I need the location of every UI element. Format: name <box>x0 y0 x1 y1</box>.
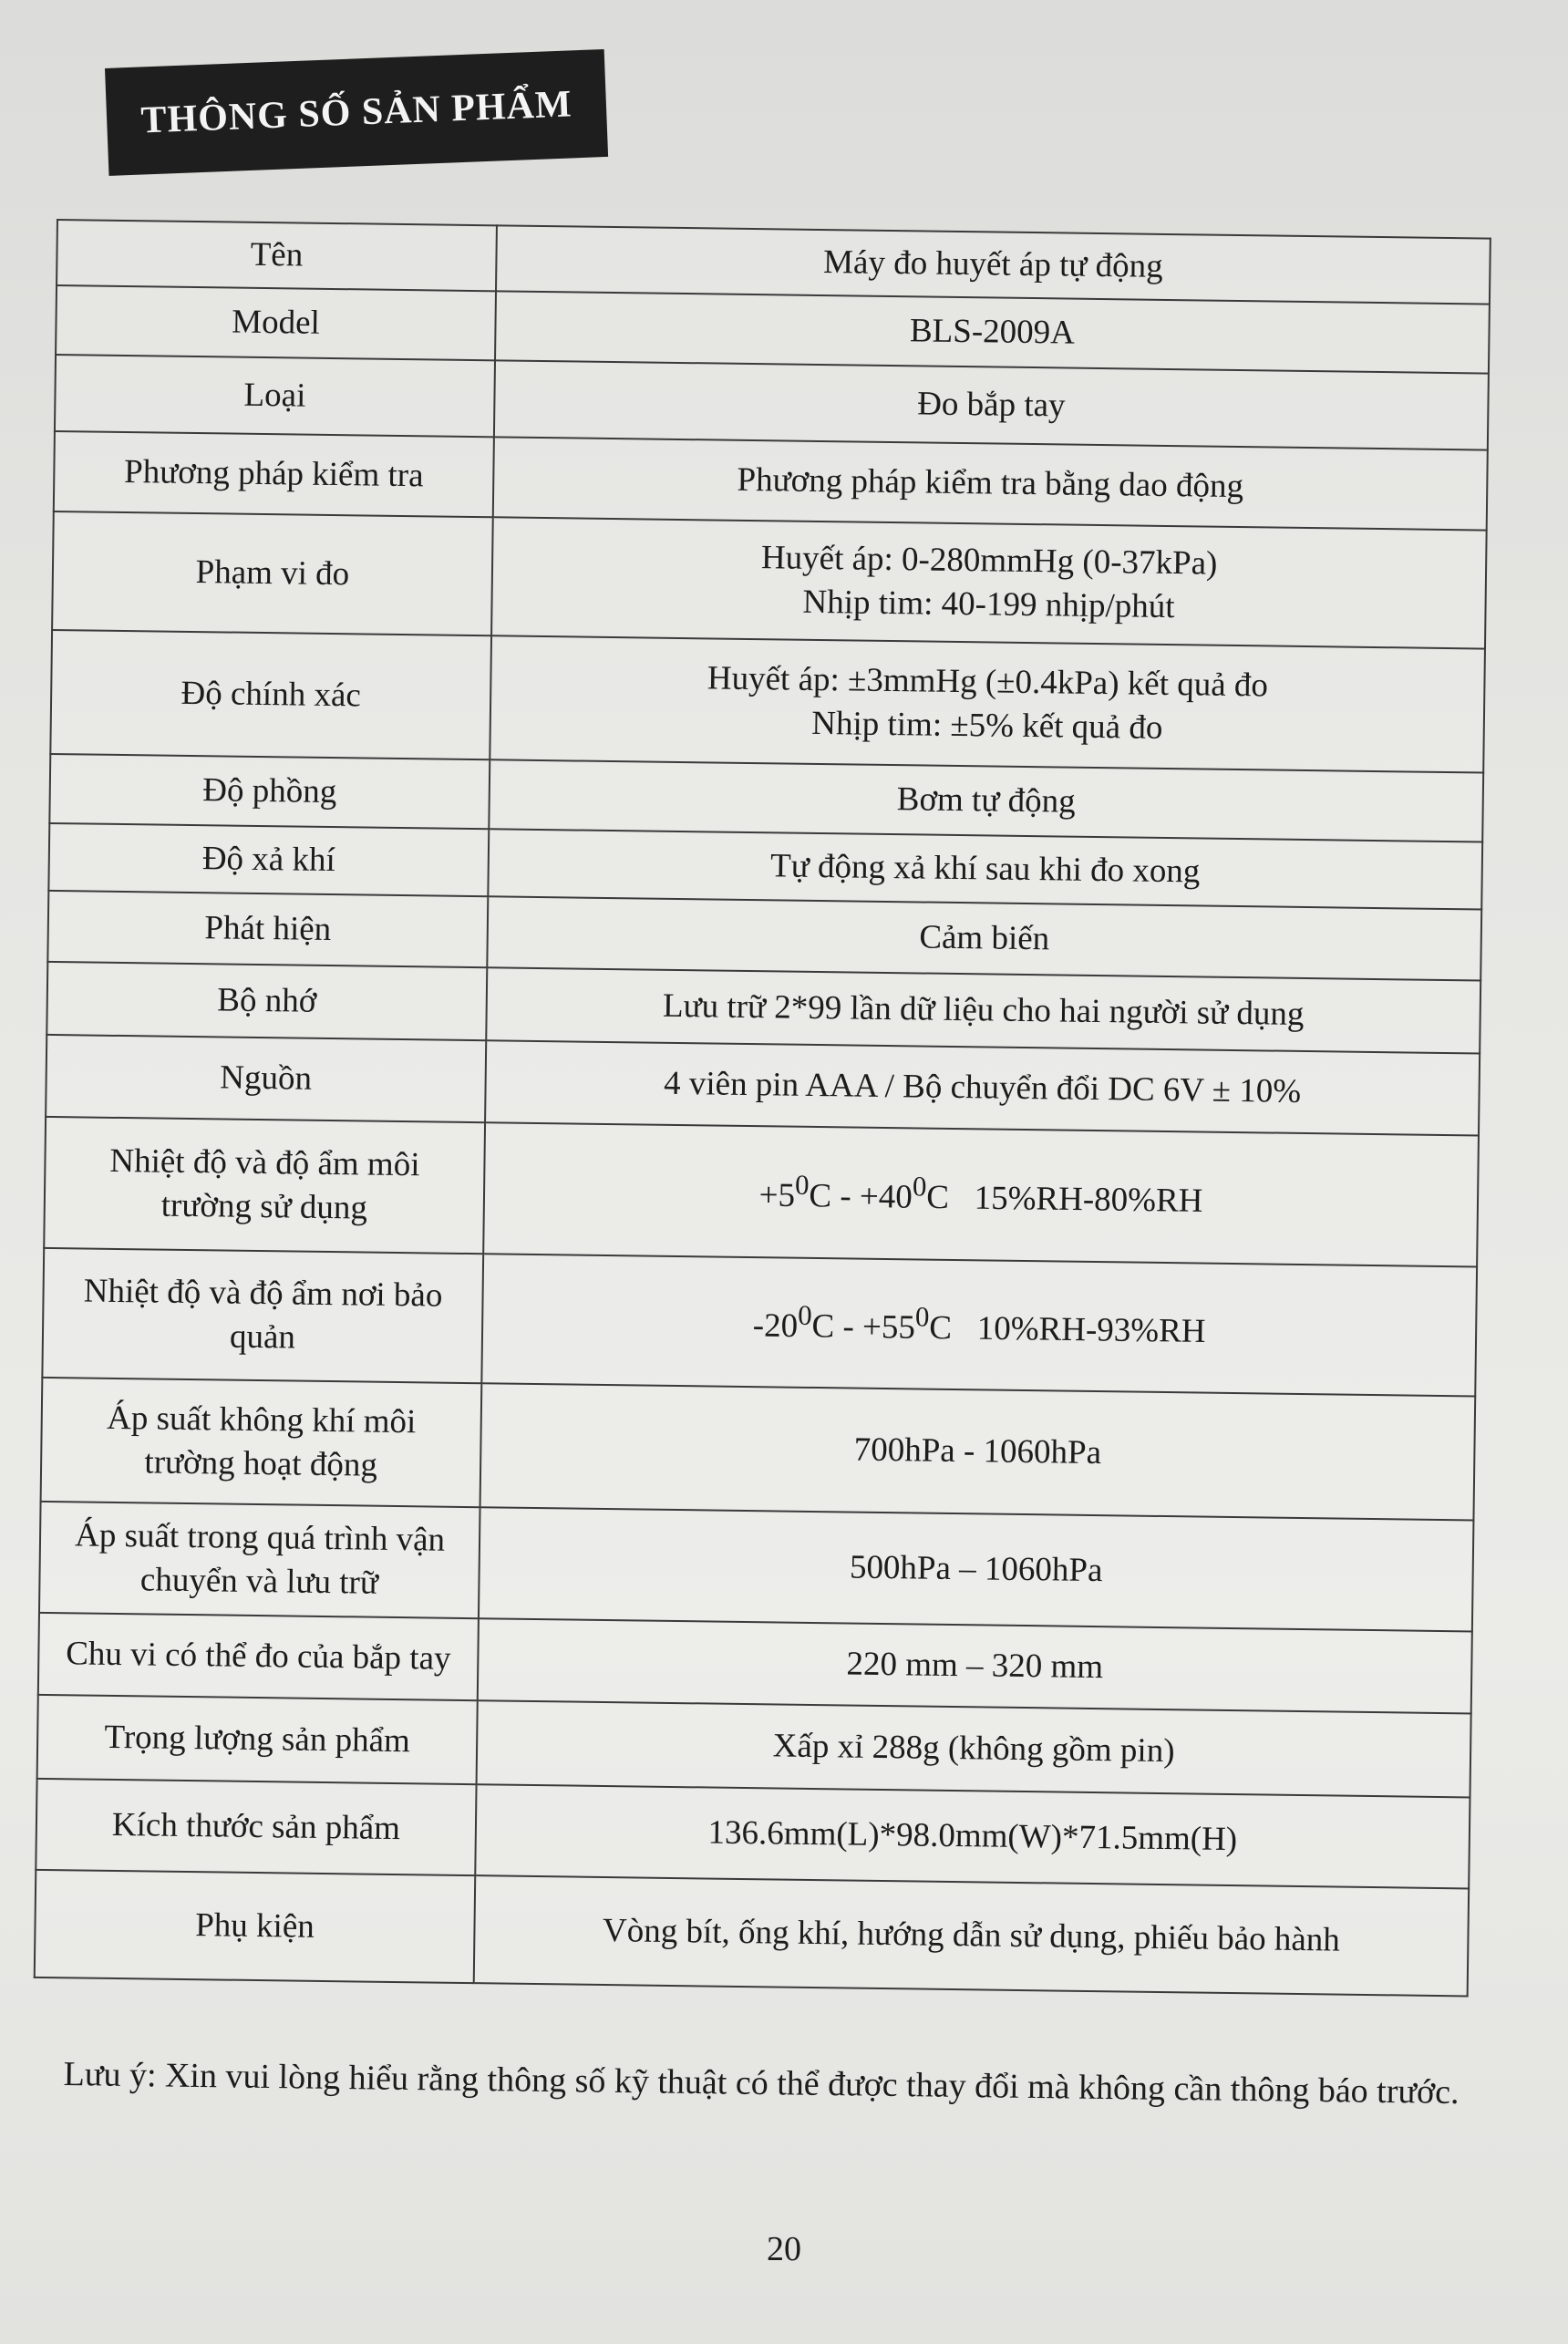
row-label <box>41 1378 482 1507</box>
row-label: Độ xả khí <box>48 823 489 896</box>
label-line: Áp suất trong quá trình vận <box>74 1516 446 1559</box>
table-row <box>35 1870 1469 1997</box>
note-text: Lưu ý: Xin vui lòng hiểu rằng thông số kỹ thuật có thể được thay đổi mà không cần thông báo trước. <box>63 2054 1460 2112</box>
value-line: Nhịp tim: ±5% kết quả đo <box>810 704 1163 747</box>
row-value <box>491 517 1487 648</box>
table-row <box>42 1248 1477 1397</box>
row-value: $-20^0C - +55^0C$ 10%RH-93%RH <box>481 1254 1477 1396</box>
section-header <box>105 49 608 176</box>
page-number: 20 <box>767 2230 801 2268</box>
row-value: Máy đo huyết áp tự động <box>496 225 1491 304</box>
row-label <box>44 1117 485 1254</box>
row-label: Độ chính xác <box>50 630 491 759</box>
row-value: 220 mm – 320 mm <box>478 1618 1472 1713</box>
row-label: Loại <box>55 355 495 437</box>
row-value: BLS-2009A <box>495 291 1490 373</box>
value-line: Huyết áp: 0-280mmHg (0-37kPa) <box>760 539 1218 583</box>
row-value: Cảm biến <box>487 896 1481 980</box>
row-value: 4 viên pin AAA / Bộ chuyển đổi DC 6V ± 10% <box>485 1040 1480 1135</box>
spec-table <box>34 219 1491 1997</box>
row-label: Chu vi có thể đo của bắp tay <box>38 1613 479 1700</box>
row-label: Model <box>56 285 496 360</box>
label-line: trường sử dụng <box>160 1186 368 1227</box>
row-value: $+5^0C - +40^0C$ 15%RH-80%RH <box>483 1122 1479 1266</box>
label-line: quản <box>229 1317 296 1357</box>
row-label <box>39 1502 480 1618</box>
table-row <box>50 630 1485 773</box>
row-value: 700hPa - 1060hPa <box>480 1383 1476 1520</box>
row-label: Trọng lượng sản phẩm <box>37 1695 478 1784</box>
row-value: Tự động xả khí sau khi đo xong <box>488 829 1482 909</box>
table-row <box>39 1502 1473 1632</box>
row-value: 500hPa – 1060hPa <box>479 1507 1474 1631</box>
row-label: Nguồn <box>46 1035 486 1122</box>
label-line: Nhiệt độ và độ ẩm môi <box>109 1141 420 1184</box>
table-row <box>44 1117 1479 1267</box>
label-line: Áp suất không khí môi <box>106 1399 417 1441</box>
row-label: Phụ kiện <box>35 1870 476 1983</box>
value-line: Huyết áp: ±3mmHg (±0.4kPa) kết quả đo <box>707 659 1269 705</box>
row-value: Bơm tự động <box>489 759 1483 842</box>
row-label: Kích thước sản phẩm <box>36 1779 476 1875</box>
row-value: Phương pháp kiểm tra bằng dao động <box>493 437 1488 530</box>
table-row <box>41 1378 1476 1521</box>
table-row <box>52 511 1487 649</box>
row-value: Xấp xỉ 288g (không gồm pin) <box>477 1700 1471 1797</box>
section-title: THÔNG SỐ SẢN PHẨM <box>139 83 573 142</box>
row-label <box>42 1248 483 1383</box>
row-value: Vòng bít, ống khí, hướng dẫn sử dụng, phiếu bảo hành <box>474 1875 1469 1996</box>
row-value <box>490 635 1485 772</box>
row-label: Bộ nhớ <box>46 962 487 1040</box>
row-value: Đo bắp tay <box>494 360 1489 449</box>
value-line: Nhịp tim: 40-199 nhịp/phút <box>802 583 1175 626</box>
row-label: Tên <box>57 220 497 291</box>
row-label: Phát hiện <box>47 891 488 967</box>
label-line: trường hoạt động <box>144 1443 378 1484</box>
row-label: Phạm vi đo <box>52 511 493 635</box>
row-value: Lưu trữ 2*99 lần dữ liệu cho hai người sử dụng <box>486 967 1480 1053</box>
label-line: Nhiệt độ và độ ẩm nơi bảo <box>83 1272 443 1315</box>
row-label: Độ phồng <box>49 754 490 829</box>
label-line: chuyển và lưu trữ <box>139 1561 379 1602</box>
row-value: 136.6mm(L)*98.0mm(W)*71.5mm(H) <box>475 1784 1470 1888</box>
row-label: Phương pháp kiểm tra <box>54 431 494 517</box>
